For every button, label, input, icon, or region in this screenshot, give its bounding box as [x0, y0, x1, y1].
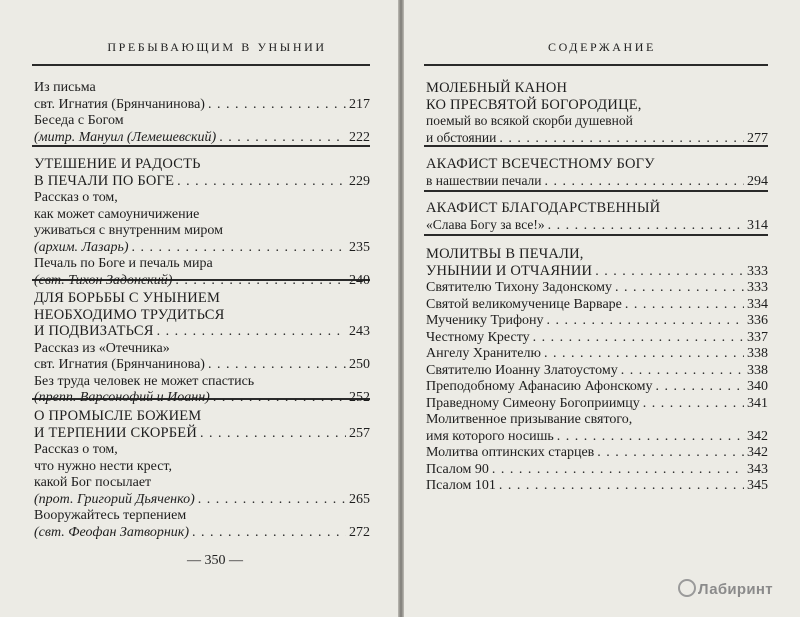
toc-entry-title: уживаться с внутренним миром: [34, 223, 224, 238]
toc-entry-title: Честному Кресту: [426, 329, 530, 345]
toc-entry-page: 340: [747, 379, 768, 394]
toc-entry: [34, 323, 370, 341]
toc-entry: [426, 173, 768, 191]
dot-leader: [219, 130, 346, 147]
toc-entry-title: поемый во всякой скорби душевной: [426, 113, 633, 128]
toc-entry-page: 265: [349, 491, 370, 507]
toc-entry: [34, 207, 370, 224]
toc-entry: [426, 396, 768, 413]
toc-entry-title: УТЕШЕНИЕ И РАДОСТЬ: [34, 156, 201, 172]
toc-entry-title: Ангелу Хранителю: [426, 346, 541, 361]
toc-entry: [34, 223, 370, 240]
toc-entry: [34, 113, 370, 130]
toc-entry: [426, 330, 768, 347]
toc-entry: [426, 297, 768, 314]
toc-entry-page: 229: [349, 173, 370, 189]
toc-entry: [34, 273, 370, 290]
toc-entry: [426, 113, 768, 130]
toc-entry-page: 250: [349, 357, 370, 372]
toc-section: [34, 408, 370, 541]
toc-entry: [34, 475, 370, 492]
toc-entry: [426, 217, 768, 235]
toc-entry: [34, 190, 370, 207]
toc-entry-title: свт. Игнатия (Брянчанинова): [34, 357, 205, 372]
toc-entry-page: 337: [747, 329, 768, 345]
toc-entry-title: И ТЕРПЕНИИ СКОРБЕЙ: [34, 424, 198, 441]
dot-leader: [499, 131, 744, 148]
section-rule: [424, 234, 768, 236]
toc-entry: [426, 246, 768, 263]
toc-section: [34, 80, 370, 146]
toc-entry-title: В ПЕЧАЛИ ПО БОГЕ: [34, 172, 175, 189]
dot-leader: [132, 240, 346, 257]
toc-entry-page: 217: [349, 96, 370, 112]
toc-entry: [34, 156, 370, 173]
toc-entry-page: 338: [747, 346, 768, 361]
dot-leader: [533, 330, 744, 347]
toc-entry-title: МОЛЕБНЫЙ КАНОН: [426, 80, 568, 96]
toc-entry-title: Рассказ из «Отечника»: [34, 340, 170, 356]
toc-entry: [426, 363, 768, 380]
dot-leader: [157, 324, 346, 341]
toc-entry-title: (препп. Варсонофий и Иоанн): [34, 390, 210, 405]
toc-entry: [34, 492, 370, 509]
toc-entry-title: Вооружайтесь терпением: [34, 508, 187, 523]
dot-leader: [192, 525, 346, 542]
toc-entry-page: 338: [747, 362, 768, 378]
toc-entry-title: Святителю Тихону Задонскому: [426, 280, 612, 295]
toc-entry-title: И ПОДВИЗАТЬСЯ: [34, 323, 154, 339]
toc-entry-title: Из письма: [34, 80, 96, 95]
watermark-text: Лабиринт: [698, 581, 773, 598]
toc-entry-page: 235: [349, 239, 370, 255]
toc-entry-title: (свт. Феофан Затворник): [34, 524, 189, 540]
toc-entry-title: АКАФИСТ БЛАГОДАРСТВЕННЫЙ: [426, 200, 661, 216]
toc-entry-title: Печаль по Боге и печаль мира: [34, 256, 213, 271]
toc-entry: [34, 290, 370, 307]
toc-entry-title: НЕОБХОДИМО ТРУДИТЬСЯ: [34, 306, 225, 323]
toc-entry-page: 257: [349, 425, 370, 441]
dot-leader: [208, 357, 346, 374]
labirint-logo-icon: [678, 579, 696, 597]
dot-leader: [492, 462, 744, 479]
dot-leader: [557, 429, 744, 446]
header-rule-left: [32, 64, 370, 66]
toc-entry-title: (свт. Тихон Задонский): [34, 272, 173, 288]
toc-entry: [34, 256, 370, 273]
dot-leader: [198, 492, 346, 509]
toc-entry-title: О ПРОМЫСЛЕ БОЖИЕМ: [34, 408, 202, 424]
dot-leader: [597, 445, 744, 462]
toc-entry-page: 243: [349, 324, 370, 339]
header-rule-right: [424, 64, 768, 66]
toc-entry: [426, 130, 768, 148]
toc-entry: [34, 374, 370, 391]
toc-section: [426, 246, 768, 495]
toc-entry-title: Святой великомученице Варваре: [426, 296, 622, 312]
page-number: — 350 —: [187, 553, 243, 568]
toc-entry-page: 252: [349, 390, 370, 405]
toc-entry: [426, 97, 768, 114]
toc-entry-title: Без труда человек не может спастись: [34, 373, 255, 389]
toc-section: [426, 156, 768, 190]
toc-entry: [426, 313, 768, 330]
toc-entry-page: 342: [747, 428, 768, 444]
dot-leader: [544, 346, 744, 363]
toc-section: [426, 80, 768, 147]
toc-entry: [34, 173, 370, 191]
dot-leader: [545, 174, 744, 191]
toc-entry: [426, 478, 768, 495]
running-head-left: ПРЕБЫВАЮЩИМ В УНЫНИИ: [107, 40, 327, 54]
toc-entry: [426, 80, 768, 97]
toc-entry-title: Молитва оптинских старцев: [426, 445, 595, 460]
toc-entry-page: 342: [747, 445, 768, 460]
toc-entry-title: Преподобному Афанасию Афонскому: [426, 379, 653, 394]
toc-entry: [34, 425, 370, 443]
left-page: [0, 0, 398, 617]
toc-entry-page: 333: [747, 280, 768, 295]
toc-entry: [34, 240, 370, 257]
toc-entry-page: 334: [747, 296, 768, 312]
toc-entry-title: «Слава Богу за все!»: [426, 216, 545, 232]
toc-entry-title: имя которого носишь: [426, 428, 554, 444]
toc-entry-title: что нужно нести крест,: [34, 458, 172, 474]
toc-entry: [426, 263, 768, 281]
toc-section: [426, 200, 768, 234]
dot-leader: [208, 97, 346, 114]
toc-entry-title: Мученику Трифону: [426, 313, 544, 328]
toc-entry-page: 341: [747, 395, 768, 411]
toc-entry-title: (прот. Григорий Дьяченко): [34, 491, 195, 507]
toc-entry: [426, 462, 768, 479]
toc-entry-title: МОЛИТВЫ В ПЕЧАЛИ,: [426, 246, 584, 262]
toc-entry-page: 345: [747, 478, 768, 493]
toc-entry: [34, 80, 370, 97]
toc-entry-page: 240: [349, 272, 370, 288]
dot-leader: [200, 426, 346, 443]
dot-leader: [548, 218, 744, 235]
toc-entry-title: как может самоуничижение: [34, 206, 200, 222]
toc-entry-title: (митр. Мануил (Лемешевский): [34, 129, 217, 145]
dot-leader: [547, 313, 744, 330]
dot-leader: [175, 273, 346, 290]
right-page: [404, 0, 800, 617]
toc-entry: [34, 130, 370, 147]
toc-entry-title: Псалом 101: [426, 478, 496, 493]
toc-entry: [34, 525, 370, 542]
toc-entry: [34, 307, 370, 324]
toc-entry-page: 333: [747, 263, 768, 279]
toc-entry: [34, 508, 370, 525]
toc-entry-title: Святителю Иоанну Златоустому: [426, 362, 618, 378]
section-rule: [424, 190, 768, 192]
toc-entry: [34, 357, 370, 374]
toc-entry: [34, 97, 370, 114]
dot-leader: [595, 264, 744, 281]
toc-section: [34, 290, 370, 407]
toc-entry: [426, 346, 768, 363]
toc-entry-title: АКАФИСТ ВСЕЧЕСТНОМУ БОГУ: [426, 156, 655, 172]
dot-leader: [656, 379, 744, 396]
toc-entry-title: Молитвенное призывание святого,: [426, 412, 633, 427]
toc-entry-title: (архим. Лазарь): [34, 239, 129, 255]
dot-leader: [499, 478, 744, 495]
toc-entry: [426, 412, 768, 429]
toc-section: [34, 156, 370, 289]
toc-entry: [34, 442, 370, 459]
toc-entry: [426, 156, 768, 173]
labirint-logo: [678, 579, 773, 598]
toc-entry: [34, 459, 370, 476]
dot-leader: [625, 297, 744, 314]
toc-entry: [34, 341, 370, 358]
toc-entry-title: КО ПРЕСВЯТОЙ БОГОРОДИЦЕ,: [426, 96, 642, 113]
toc-entry: [426, 429, 768, 446]
dot-leader: [177, 174, 346, 191]
toc-entry-title: Беседа с Богом: [34, 113, 124, 128]
toc-entry-page: 222: [349, 129, 370, 145]
toc-entry-page: 272: [349, 524, 370, 540]
toc-entry-title: Рассказ о том,: [34, 442, 118, 457]
toc-entry-page: 336: [747, 313, 768, 328]
toc-entry: [34, 390, 370, 407]
toc-entry-page: 314: [747, 217, 768, 233]
toc-entry: [426, 445, 768, 462]
toc-entry-title: Рассказ о том,: [34, 190, 118, 205]
dot-leader: [621, 363, 744, 380]
running-head-right: СОДЕРЖАНИЕ: [548, 40, 656, 54]
toc-entry: [34, 408, 370, 425]
toc-entry-title: Псалом 90: [426, 461, 489, 477]
toc-entry-title: ДЛЯ БОРЬБЫ С УНЫНИЕМ: [34, 290, 221, 306]
toc-entry-page: 294: [747, 173, 768, 189]
dot-leader: [643, 396, 744, 413]
toc-entry: [426, 200, 768, 217]
toc-entry: [426, 280, 768, 297]
toc-entry-title: Праведному Симеону Богоприимцу: [426, 395, 640, 411]
dot-leader: [213, 390, 346, 407]
toc-entry: [426, 379, 768, 396]
toc-entry-title: свт. Игнатия (Брянчанинова): [34, 96, 205, 112]
toc-entry-title: в нашествии печали: [426, 172, 542, 188]
toc-entry-title: УНЫНИИ И ОТЧАЯНИИ: [426, 262, 593, 279]
toc-entry-page: 343: [747, 461, 768, 477]
toc-entry-title: и обстоянии: [426, 129, 497, 145]
toc-entry-page: 277: [747, 130, 768, 146]
dot-leader: [615, 280, 744, 297]
toc-entry-title: какой Бог посылает: [34, 475, 152, 490]
